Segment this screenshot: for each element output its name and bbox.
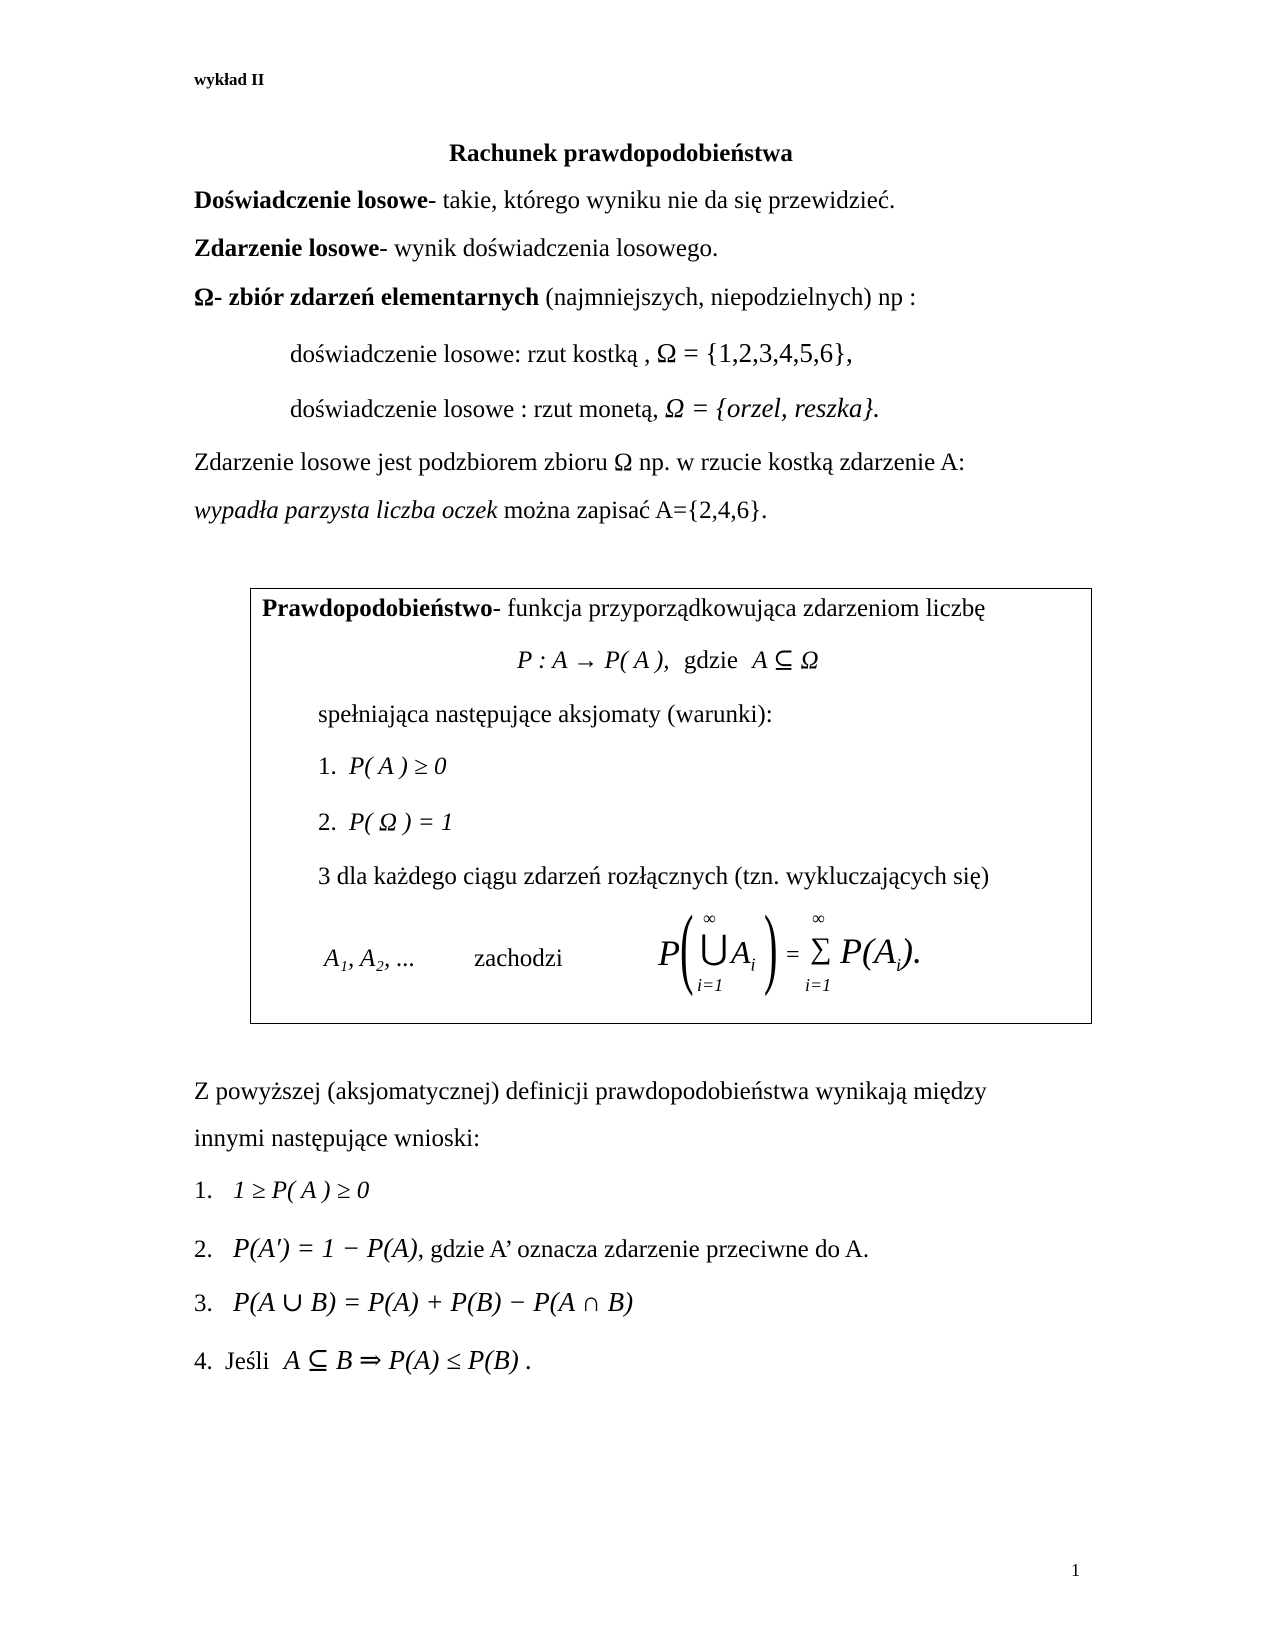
term-a: $A_i$	[731, 934, 756, 975]
event-paragraph-line2	[194, 496, 767, 526]
conclusion-number: 3.	[194, 1290, 213, 1317]
conclusions-intro-line1: Z powyższej (aksjomatycznej) definicji prawdopodobieństwa wynikają między	[194, 1078, 987, 1105]
left-paren: (	[680, 898, 694, 997]
formula-p: P	[658, 933, 680, 973]
probability-definition	[262, 594, 985, 624]
example-text: doświadczenie losowe: rzut kostką ,	[290, 341, 651, 368]
example-text: doświadczenie losowe : rzut monetą,	[290, 396, 659, 423]
conclusion-1	[194, 1176, 369, 1206]
conclusion-4	[194, 1345, 532, 1377]
sum-upper-limit: ∞	[812, 908, 825, 928]
definition-text: (najmniejszych, niepodzielnych) np :	[539, 284, 917, 311]
conclusion-text: , gdzie A’ oznacza zdarzenie przeciwne do A.	[417, 1236, 870, 1263]
sum-term: $P(A_i)$.	[840, 931, 922, 976]
definition-text: - takie, którego wyniku nie da się przewidzieć.	[428, 187, 896, 214]
event-paragraph-line1: Zdarzenie losowe jest podzbiorem zbioru Ω np. w rzucie kostką zdarzenie A:	[194, 449, 966, 476]
union-upper-limit: ∞	[703, 908, 716, 928]
axioms-intro: spełniająca następujące aksjomaty (warunki):	[318, 701, 773, 728]
conclusion-number: 2.	[194, 1236, 213, 1263]
equals-sign: =	[786, 942, 800, 968]
term: Zdarzenie losowe	[194, 235, 380, 262]
axiom-number: 1.	[318, 753, 337, 780]
conclusion-2	[194, 1233, 869, 1265]
page-title: Rachunek prawdopodobieństwa	[449, 140, 793, 167]
conclusion-formula: P(A′) = 1 − P(A)	[233, 1233, 418, 1263]
definition-random-experiment	[194, 186, 895, 216]
conclusion-number: 1.	[194, 1177, 213, 1204]
conclusion-text: Jeśli	[225, 1348, 270, 1375]
zachodzi-label: zachodzi	[474, 945, 563, 972]
example-formula: Ω = {orzel, reszka}.	[664, 393, 880, 423]
definition-text: - wynik doświadczenia losowego.	[379, 235, 719, 262]
example-dice	[290, 338, 853, 370]
union-lower-limit: i=1	[697, 975, 724, 995]
definition-sample-space	[194, 283, 916, 313]
example-formula: Ω = {1,2,3,4,5,6},	[656, 338, 853, 368]
sum-symbol: ∑	[810, 932, 832, 965]
page-number: 1	[1071, 1560, 1080, 1580]
term: Ω- zbiór zdarzeń elementarnych	[194, 284, 540, 311]
axiom-formula: P( A ) ≥ 0	[349, 753, 447, 780]
conclusion-formula: 1 ≥ P( A ) ≥ 0	[233, 1177, 370, 1204]
term: Prawdopodobieństwo	[262, 595, 493, 622]
event-rest: można zapisać A={2,4,6}.	[497, 497, 768, 524]
conclusion-formula: A ⊆ B ⇒ P(A) ≤ P(B) .	[283, 1345, 533, 1375]
conclusion-formula: P(A ∪ B) = P(A) + P(B) − P(A ∩ B)	[233, 1287, 634, 1317]
conclusions-intro-line2: innymi następujące wnioski:	[194, 1125, 481, 1152]
union-symbol: ⋃	[700, 930, 728, 967]
sum-lower-limit: i=1	[805, 975, 832, 995]
mapping-line	[517, 646, 819, 676]
where-word: gdzie	[683, 647, 738, 674]
right-paren: )	[764, 898, 778, 997]
term: Doświadczenie losowe	[194, 187, 428, 214]
axiom-2	[318, 808, 453, 838]
axiom-number: 2.	[318, 809, 337, 836]
definition-random-event	[194, 234, 718, 264]
event-sequence: A₁, A₂, ...	[324, 945, 416, 972]
conclusion-number: 4.	[194, 1348, 213, 1375]
example-coin	[290, 393, 880, 425]
axiom-3: 3 dla każdego ciągu zdarzeń rozłącznych (tzn. wykluczających się)	[318, 863, 990, 890]
subset-formula: A ⊆ Ω	[752, 647, 819, 674]
definition-text: - funkcja przyporządkowująca zdarzeniom liczbę	[492, 595, 986, 622]
mapping-formula: P : A → P( A ),	[517, 647, 670, 674]
conclusion-3	[194, 1287, 633, 1319]
axiom-formula: P( Ω ) = 1	[349, 809, 454, 836]
page-header: wykład II	[194, 70, 265, 89]
italic-phrase: wypadła parzysta liczba oczek	[194, 497, 498, 524]
axiom-1	[318, 752, 447, 782]
